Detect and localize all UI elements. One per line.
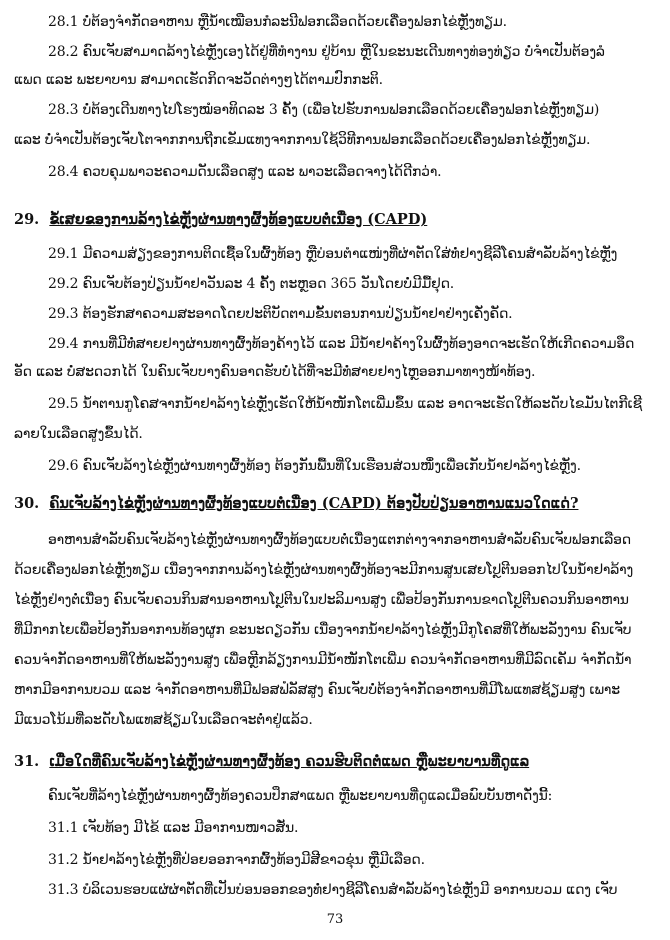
section-heading-31	[14, 752, 529, 772]
heading-title: ຄົນເຈັບລ້າງໄຂ່ຫຼັງຜ່ານທາງຜົ້ງທ້ອງແບບຕໍ່ເນື່ອງ (CAPD) ຕ້ອງປັບປ່ຽນອາຫານແນວໃດແດ່?	[49, 495, 579, 512]
text-line: 28.1 ບໍ່ຕ້ອງຈຳກັດອາຫານ ຫຼືນໍ້າເໝືອນກໍລະນີຟອກເລືອດດ້ວຍເຄື່ອງຟອກໄຂ່ຫຼັງທຽມ.	[48, 14, 507, 30]
text-line: ຄົນເຈັບທີ່ລ້າງໄຂ່ຫຼັງຜ່ານທາງຜົ້ງທ້ອງຄວນປຶກສາແພດ ຫຼືພະຍາບານທີ່ດູແລເມື່ອພົບບັນຫາດັ່ງນີ້:	[48, 788, 553, 804]
text-line: 29.6 ຄົນເຈັບລ້າງໄຂ່ຫຼັງຜ່ານທາງຜົ້ງທ້ອງ ຕ້ອງກັນພື້ນທີ່ໃນເຮືອນສ່ວນໜຶ່ງເພື່ອເກັບນໍ້າຢາລ້າງໄຂ່ຫຼັງ.	[48, 458, 581, 474]
text-line: ລາຍໃນເລືອດສູງຂຶ້ນໄດ້.	[14, 426, 143, 442]
heading-number: 29.	[14, 211, 40, 228]
text-line: ອັດ ແລະ ບໍ່ສະດວກໄດ້ ໃນຄົນເຈັບບາງຄົນອາດຮັບບໍ່ໄດ້ທີ່ຈະມີທໍ່ສາຍຢາງໄຫຼອອກມາທາງໜ້າທ້ອງ.	[14, 364, 536, 380]
text-line: 29.5 ນໍ້າຕານກູໂຄສຈາກນໍ້າຢາລ້າງໄຂ່ຫຼັງເຮັດໃຫ້ນໍ້າໜັກໂຕເພີ່ມຂຶ້ນ ແລະ ອາດຈະເຮັດໃຫ້ລະດັບໄຂມັນໄຕກີເຊີ	[48, 396, 642, 412]
heading-number: 30.	[14, 495, 40, 512]
heading-title: ຂໍ້ເສຍຂອງການລ້າງໄຂ່ຫຼັງຜ່ານທາງຜົ້ງທ້ອງແບບຕໍ່ເນື່ອງ (CAPD)	[49, 211, 428, 228]
text-line: 31.3 ບໍລິເວນຮອບແຜ່ຜ່າຕັດທີ່ເປັນບ່ອນອອກຂອງທໍ່ຢາງຊີລີໂຄນສຳລັບລ້າງໄຂ່ຫຼັງມີ ອາການບວມ ແດງ ເຈັບ	[48, 882, 618, 898]
section-heading-30	[14, 494, 578, 514]
heading-title: ເມື່ອໃດທີ່ຄົນເຈັບລ້າງໄຂ່ຫຼັງຜ່ານທາງຜົ້ງທ້ອງ ຄວນຮີບຕິດຕໍ່ແພດ ຫຼືພະຍາບານທີ່ດູແລ	[49, 753, 530, 770]
text-line: 28.3 ບໍ່ຕ້ອງເດີນທາງໄປໂຮງໝໍອາທິດລະ 3 ຄັ້ງ (ເພື່ອໄປຮັບການຟອກເລືອດດ້ວຍເຄື່ອງຟອກໄຂ່ຫຼັງທຽມ)	[48, 102, 600, 118]
text-line: 28.2 ຄົນເຈັບສາມາດລ້າງໄຂ່ຫຼັງເອງໄດ້ຢູ່ທີ່ທຳງານ ຢູ່ບ້ານ ຫຼືໃນຂະນະເດີນທາງທ່ອງທ່ຽວ ບໍ່ຈຳເປັນຕ້ອງລໍ	[48, 44, 605, 60]
text-line: 29.2 ຄົນເຈັບຕ້ອງປ່ຽນນໍ້າຢາວັນລະ 4 ຄັ້ງ ຕະຫຼອດ 365 ວັນໂດຍບໍ່ມີມື້ຢຸດ.	[48, 276, 455, 292]
text-line: ແລະ ບໍ່ຈຳເປັນຕ້ອງເຈັບໂຕຈາກການຖີກເຂັມແທງຈາກການໃຊ້ວິທີການຟອກເລືອດດ້ວຍເຄື່ອງຟອກໄຂ່ຫຼັງທຽມ.	[14, 132, 591, 148]
text-line: ມີແນວໂນ້ມທີ່ລະດັບໂພແທສຊ້ຽມໃນເລືອດຈະຕໍ່າຢູ່ແລ້ວ.	[14, 712, 313, 728]
text-line: ທີ່ມີກາກໄຍເພື່ອປ້ອງກັນອາການທ້ອງຜູກ ຂະນະດຽວກັນ ເນື່ອງຈາກນໍ້າຢາລ້າງໄຂ່ຫຼັງມີກູໂຄສທີ່ໃຫ້ພະລັງງານ ຄົນເຈັບ	[14, 622, 632, 638]
text-line: ຄວນຈຳກັດອາຫານທີ່ໃຫ້ພະລັງງານສູງ ເພື່ອຫຼີກລ້ຽງການມີນໍ້າໜັກໂຕເພີ່ມ ຄວນຈຳກັດອາຫານທີ່ມີລົດເຄັມ ຈຳກັດນໍ້າ	[14, 652, 632, 668]
text-line: 29.3 ຕ້ອງຮັກສາຄວາມສະອາດໂດຍປະຕິບັດຕາມຂັ້ນຕອນການປ່ຽນນໍ້າຢາຢ່າງເຄັ່ງຄັດ.	[48, 306, 513, 322]
text-line: ອາຫານສຳລັບຄົນເຈັບລ້າງໄຂ່ຫຼັງຜ່ານທາງຜົ້ງທ້ອງແບບຕໍ່ເນື່ອງແຕກຕ່າງຈາກອາຫານສຳລັບຄົນເຈັບຟອກເລືອດ	[48, 532, 631, 548]
section-heading-29	[14, 210, 427, 230]
heading-number: 31.	[14, 753, 40, 770]
text-line: ແພດ ແລະ ພະຍາບານ ສາມາດເຮັດກິດຈະວັດຕ່າງໆໄດ້ຕາມປົກກະຕິ.	[14, 72, 383, 88]
text-line: 29.1 ມີຄວາມສ່ຽງຂອງການຕິດເຊື້ອໃນຜົ້ງທ້ອງ ຫຼືບ່ອນຕຳແໜ່ງທີ່ຜ່າຕັດໃສ່ທໍ່ຢາງຊີລີໂຄນສຳລັບລ້າງໄຂ່ຫຼັງ	[48, 246, 618, 262]
text-line: ໄຂ່ຫຼັງຢ່າງຕໍ່ເນື່ອງ ຄົນເຈັບຄວນກິນສານອາຫານໂປຼຕີນໃນປະລິມານສູງ ເພື່ອປ້ອງກັນການຂາດໂປຼຕີນຄວນກິນອາຫານ	[14, 592, 629, 608]
text-line: 28.4 ຄວບຄຸມພາວະຄວາມດັນເລືອດສູງ ແລະ ພາວະເລືອດຈາງໄດ້ດີກວ່າ.	[48, 164, 442, 180]
text-line: ຫາກມີອາການບວມ ແລະ ຈຳກັດອາຫານທີ່ມີຟອສຟໍລັສສູງ ຄົນເຈັບບໍ່ຕ້ອງຈຳກັດອາຫານທີ່ມີໂພແທສຊ້ຽມສູງ ເພາະ	[14, 682, 620, 698]
text-line: 29.4 ການທີ່ມີທໍ່ສາຍຢາງຜ່ານທາງຜົ້ງທ້ອງຄ້າງໄວ້ ແລະ ມີນໍ້າຢາຄ້າງໃນຜົ້ງທ້ອງອາດຈະເຮັດໃຫ້ເກີດຄວາມອຶດ	[48, 336, 635, 352]
text-line: 31.2 ນໍ້າຢາລ້າງໄຂ່ຫຼັງທີ່ປ່ອຍອອກຈາກຜົ້ງທ້ອງມີສີຂາວຂຸ່ນ ຫຼືມີເລືອດ.	[48, 852, 425, 868]
text-line: ດ້ວຍເຄື່ອງຟອກໄຂ່ຫຼັງທຽມ ເນື່ອງຈາກການລ້າງໄຂ່ຫຼັງຜ່ານທາງຜົ້ງທ້ອງຈະມີການສູນເສຍໂປຼຕີນອອກໄປໃນນໍ້າຢາລ້າງ	[14, 562, 634, 578]
page-number: 73	[326, 912, 344, 927]
text-line: 31.1 ເຈັບທ້ອງ ມີໄຂ້ ແລະ ມີອາການໜາວສັ່ນ.	[48, 820, 299, 836]
